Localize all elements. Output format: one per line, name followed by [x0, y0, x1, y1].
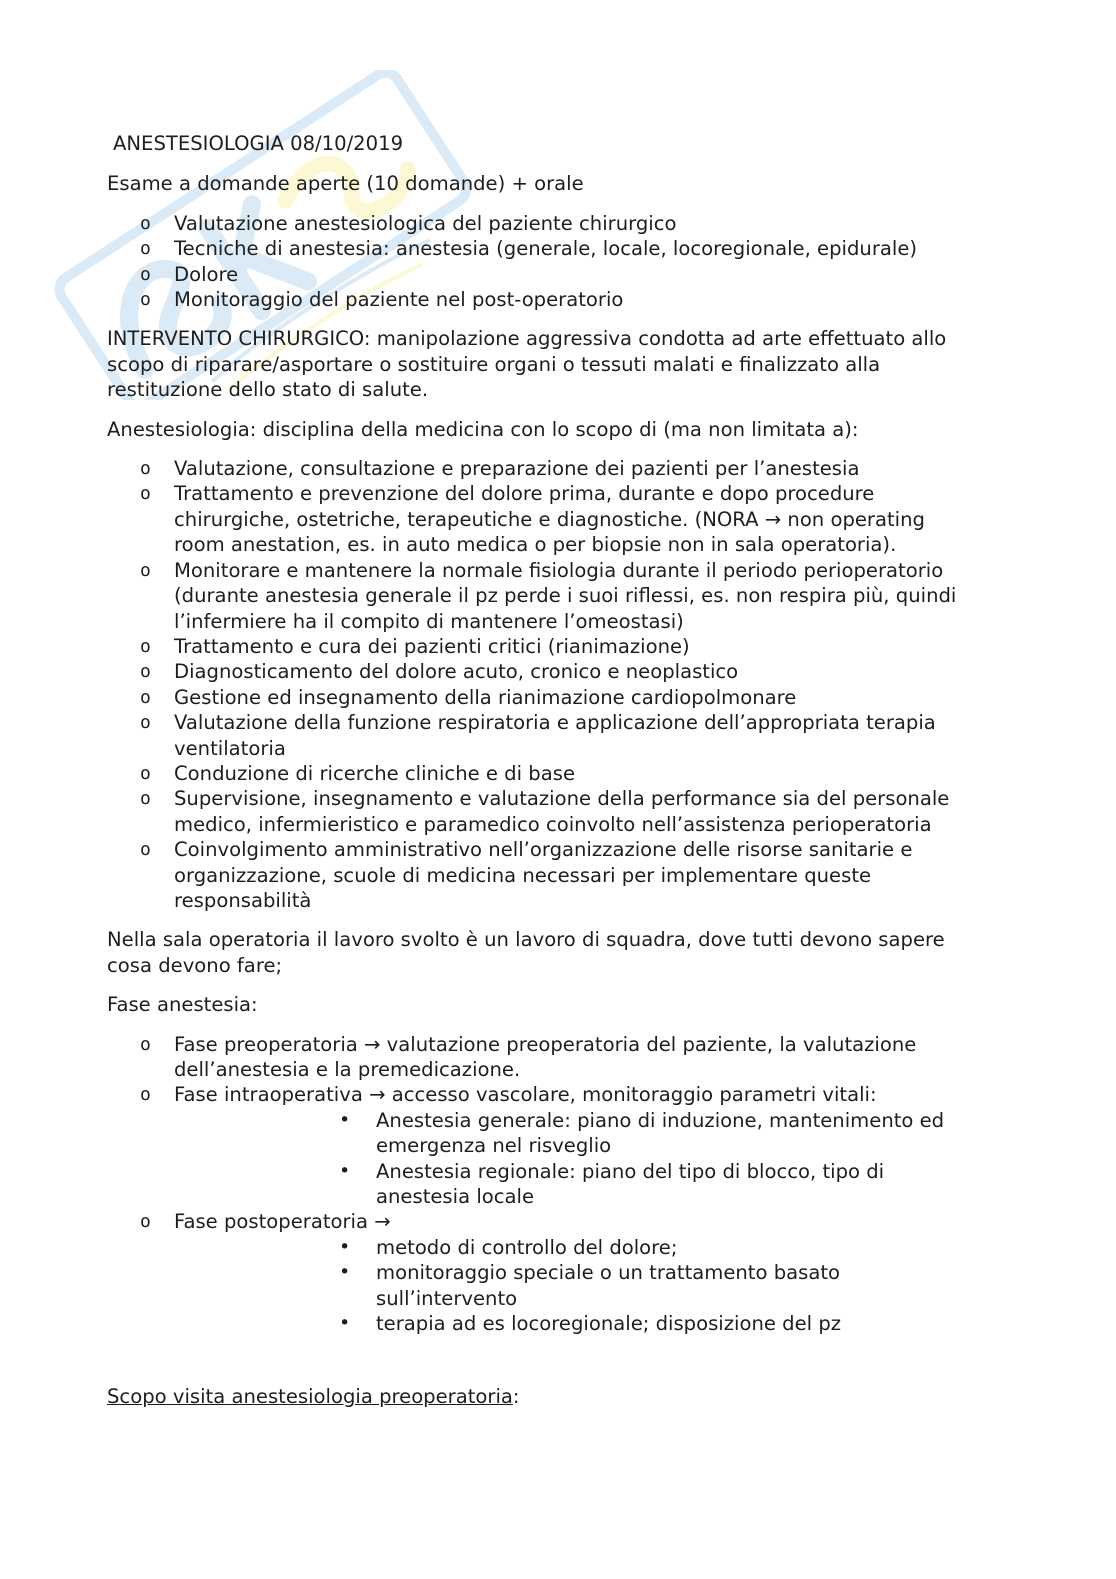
list-item-text: responsabilità [174, 888, 312, 912]
list-item-text: dell’anestesia e la premedicazione. [174, 1058, 521, 1081]
list-marker: o [140, 839, 151, 861]
list-marker: o [140, 661, 151, 683]
sub-list-item-text: emergenza nel risveglio [376, 1134, 612, 1158]
list-item-text: medico, infermieristico e paramedico coinvolto nell’assistenza perioperatoria [174, 812, 932, 836]
list-item-text: Valutazione della funzione respiratoria e applicazione dell’appropriata terapia [174, 711, 936, 735]
list-marker: o [140, 1033, 151, 1055]
list-item-text: Monitoraggio del paziente nel post-operatorio [174, 288, 624, 312]
list-item [107, 837, 1007, 913]
list-item-text: chirurgiche, ostetriche, terapeutiche e diagnostiche. (NORA → non operating [174, 507, 925, 531]
fase-item-postoperatoria [107, 1209, 1007, 1336]
sub-list-item-text: sull’intervento [376, 1286, 518, 1310]
postoperatoria-sublist [107, 1235, 1007, 1337]
list-item-text: Conduzione di ricerche cliniche e di base [174, 761, 575, 785]
sub-list-item-text: Anestesia regionale: piano del tipo di blocco, tipo di [376, 1159, 885, 1183]
anestesiologia-intro: Anestesiologia: disciplina della medicina con lo scopo di (ma non limitata a): [107, 417, 859, 441]
sub-list-item-text: Anestesia generale: piano di induzione, mantenimento ed [376, 1108, 945, 1132]
exam-intro: Esame a domande aperte (10 domande) + orale [107, 172, 584, 196]
sub-list-item-text: metodo di controllo del dolore; [376, 1235, 678, 1259]
sub-list-item [107, 1260, 1007, 1311]
list-item-text: room anestation, es. in auto medica o per biopsie non in sala operatoria). [174, 533, 897, 557]
sala-operatoria-paragraph [107, 927, 1007, 978]
list-marker: o [140, 788, 151, 810]
paragraph-line: restituzione dello stato di salute. [107, 378, 429, 402]
list-marker: o [140, 762, 151, 784]
scopo-visita-heading [107, 1384, 1007, 1409]
fasi-list [107, 1032, 1007, 1337]
bullet-marker: • [339, 1312, 351, 1335]
fase-item-intraoperativa [107, 1082, 1007, 1209]
sub-list-item [107, 1311, 1007, 1336]
list-item-text: Gestione ed insegnamento della rianimazione cardiopolmonare [174, 685, 797, 709]
bullet-marker: • [339, 1108, 351, 1131]
paragraph-line: scopo di riparare/asportare o sostituire organi o tessuti malati e finalizzato alla [107, 352, 881, 376]
list-item-text: Trattamento e prevenzione del dolore prima, durante e dopo procedure [174, 482, 875, 506]
scopo-visita-heading-text: Scopo visita anestesiologia preoperatoria [107, 1385, 513, 1409]
list-item [107, 211, 1007, 236]
list-item [107, 456, 1007, 481]
list-item [107, 710, 1007, 761]
list-item-text: Fase intraoperativa → accesso vascolare, monitoraggio parametri vitali: [174, 1083, 877, 1107]
list-item-text: Tecniche di anestesia: anestesia (generale, locale, locoregionale, epidurale) [174, 237, 918, 261]
paragraph-line: cosa devono fare; [107, 953, 283, 977]
list-item-text: Trattamento e cura dei pazienti critici (rianimazione) [174, 634, 690, 658]
list-item [107, 481, 1007, 557]
list-marker: o [140, 289, 151, 311]
bullet-marker: • [339, 1261, 351, 1284]
bullet-marker: • [339, 1235, 351, 1258]
list-item [107, 558, 1007, 634]
list-item-text: organizzazione, scuole di medicina necessari per implementare queste [174, 863, 872, 887]
list-item [107, 786, 1007, 837]
list-item-text: Diagnosticamento del dolore acuto, cronico e neoplastico [174, 660, 739, 684]
list-item-text: Dolore [174, 262, 239, 286]
list-marker: o [140, 559, 151, 581]
paragraph-line: INTERVENTO CHIRURGICO: manipolazione aggressiva condotta ad arte effettuato allo [107, 327, 947, 351]
sub-list-item [107, 1235, 1007, 1260]
sub-list-item-text: terapia ad es locoregionale; disposizione del pz [376, 1312, 842, 1336]
intervento-paragraph [107, 326, 1007, 402]
list-item [107, 262, 1007, 287]
list-item-text: l’infermiere ha il compito di mantenere l’omeostasi) [174, 609, 684, 633]
document-title: ANESTESIOLOGIA 08/10/2019 [113, 132, 404, 155]
fase-anestesia-heading: Fase anestesia: [107, 993, 258, 1017]
list-item [107, 236, 1007, 261]
list-marker: o [140, 1084, 151, 1106]
paragraph-line: Nella sala operatoria il lavoro svolto è un lavoro di squadra, dove tutti devono sapere [107, 928, 945, 952]
list-item [107, 634, 1007, 659]
fase-item-preoperatoria [107, 1032, 1007, 1083]
list-item [107, 659, 1007, 684]
list-marker: o [140, 458, 151, 480]
list-item-text: Supervisione, insegnamento e valutazione della performance sia del personale [174, 787, 950, 811]
list-item-text: Valutazione, consultazione e preparazione dei pazienti per l’anestesia [174, 457, 860, 481]
sub-list-item [107, 1159, 1007, 1210]
list-marker: o [140, 212, 151, 234]
list-item-text: ventilatoria [174, 736, 286, 760]
list-item [107, 685, 1007, 710]
document-body [107, 131, 1007, 1410]
list-marker: o [140, 483, 151, 505]
scopo-visita-colon: : [512, 1385, 520, 1409]
list-marker: o [140, 712, 151, 734]
sub-list-item [107, 1108, 1007, 1159]
list-item-text: (durante anestesia generale il pz perde i suoi riflessi, es. non respira più, quindi [174, 584, 957, 608]
list-marker: o [140, 635, 151, 657]
bullet-marker: • [339, 1159, 351, 1182]
list-item-text: Monitorare e mantenere la normale fisiologia durante il periodo perioperatorio [174, 558, 944, 582]
exam-topics-list [107, 211, 1007, 313]
list-item [107, 761, 1007, 786]
list-item-text: Fase postoperatoria → [174, 1210, 391, 1234]
list-item-text: Valutazione anestesiologica del paziente chirurgico [174, 211, 677, 235]
list-marker: o [140, 1211, 151, 1233]
list-marker: o [140, 686, 151, 708]
sub-list-item-text: monitoraggio speciale o un trattamento basato [376, 1261, 841, 1285]
list-marker: o [140, 263, 151, 285]
list-item-text: Coinvolgimento amministrativo nell’organizzazione delle risorse sanitarie e [174, 838, 913, 862]
list-marker: o [140, 238, 151, 260]
sub-list-item-text: anestesia locale [376, 1185, 535, 1209]
list-item [107, 287, 1007, 312]
anestesiologia-list [107, 456, 1007, 913]
intraoperativa-sublist [107, 1108, 1007, 1210]
list-item-text: Fase preoperatoria → valutazione preoperatoria del paziente, la valutazione [174, 1032, 917, 1056]
